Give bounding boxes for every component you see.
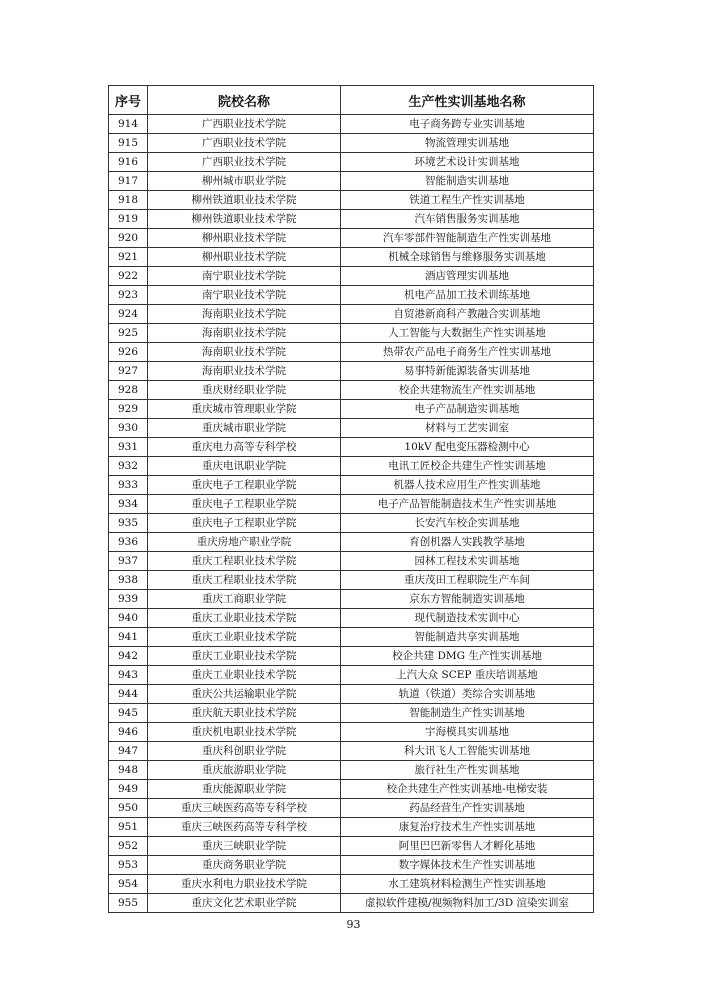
cell-school-name: 广西职业技术学院 — [148, 134, 341, 153]
cell-school-name: 重庆电子工程职业学院 — [148, 476, 341, 495]
table-row — [109, 210, 594, 229]
cell-base-name: 京东方智能制造实训基地 — [341, 590, 594, 609]
cell-serial-number: 924 — [109, 305, 148, 324]
cell-base-name: 热带农产品电子商务生产性实训基地 — [341, 343, 594, 362]
cell-school-name: 柳州铁道职业技术学院 — [148, 210, 341, 229]
cell-base-name: 机械全球销售与维修服务实训基地 — [341, 248, 594, 267]
cell-serial-number: 925 — [109, 324, 148, 343]
table-row — [109, 438, 594, 457]
table-row — [109, 115, 594, 134]
table-row — [109, 286, 594, 305]
cell-base-name: 重庆茂田工程职院生产车间 — [341, 571, 594, 590]
cell-base-name: 智能制造生产性实训基地 — [341, 704, 594, 723]
header-school-name: 院校名称 — [148, 86, 341, 115]
header-row — [109, 86, 594, 115]
cell-school-name: 柳州城市职业学院 — [148, 172, 341, 191]
cell-base-name: 铁道工程生产性实训基地 — [341, 191, 594, 210]
cell-school-name: 重庆水利电力职业技术学院 — [148, 875, 341, 894]
cell-base-name: 旅行社生产性实训基地 — [341, 761, 594, 780]
cell-school-name: 重庆电子工程职业学院 — [148, 495, 341, 514]
cell-base-name: 康复治疗技术生产性实训基地 — [341, 818, 594, 837]
cell-school-name: 柳州铁道职业技术学院 — [148, 191, 341, 210]
cell-serial-number: 954 — [109, 875, 148, 894]
cell-school-name: 广西职业技术学院 — [148, 115, 341, 134]
cell-base-name: 人工智能与大数据生产性实训基地 — [341, 324, 594, 343]
cell-school-name: 重庆工商职业学院 — [148, 590, 341, 609]
cell-base-name: 科大讯飞人工智能实训基地 — [341, 742, 594, 761]
cell-school-name: 重庆电讯职业学院 — [148, 457, 341, 476]
cell-serial-number: 937 — [109, 552, 148, 571]
table-row — [109, 856, 594, 875]
cell-serial-number: 938 — [109, 571, 148, 590]
cell-serial-number: 933 — [109, 476, 148, 495]
cell-school-name: 广西职业技术学院 — [148, 153, 341, 172]
table-row — [109, 742, 594, 761]
cell-base-name: 药品经营生产性实训基地 — [341, 799, 594, 818]
cell-base-name: 水工建筑材料检测生产性实训基地 — [341, 875, 594, 894]
cell-school-name: 重庆工业职业技术学院 — [148, 609, 341, 628]
header-base-name: 生产性实训基地名称 — [341, 86, 594, 115]
cell-serial-number: 916 — [109, 153, 148, 172]
cell-base-name: 校企共建生产性实训基地-电梯安装 — [341, 780, 594, 799]
cell-school-name: 重庆城市管理职业学院 — [148, 400, 341, 419]
table-row — [109, 571, 594, 590]
table-body — [109, 115, 594, 913]
cell-school-name: 重庆工程职业技术学院 — [148, 571, 341, 590]
cell-school-name: 海南职业技术学院 — [148, 324, 341, 343]
table-row — [109, 248, 594, 267]
cell-school-name: 重庆城市职业学院 — [148, 419, 341, 438]
cell-serial-number: 949 — [109, 780, 148, 799]
cell-base-name: 园林工程技术实训基地 — [341, 552, 594, 571]
cell-base-name: 育创机器人实践教学基地 — [341, 533, 594, 552]
cell-base-name: 电子产品智能制造技术生产性实训基地 — [341, 495, 594, 514]
table-row — [109, 704, 594, 723]
cell-base-name: 上汽大众 SCEP 重庆培训基地 — [341, 666, 594, 685]
cell-base-name: 现代制造技术实训中心 — [341, 609, 594, 628]
cell-base-name: 宇海模具实训基地 — [341, 723, 594, 742]
cell-school-name: 柳州职业技术学院 — [148, 248, 341, 267]
cell-base-name: 阿里巴巴新零售人才孵化基地 — [341, 837, 594, 856]
table-row — [109, 685, 594, 704]
cell-school-name: 重庆工业职业技术学院 — [148, 666, 341, 685]
table-row — [109, 799, 594, 818]
cell-base-name: 易事特新能源装备实训基地 — [341, 362, 594, 381]
cell-serial-number: 950 — [109, 799, 148, 818]
cell-serial-number: 951 — [109, 818, 148, 837]
table-row — [109, 514, 594, 533]
cell-serial-number: 943 — [109, 666, 148, 685]
cell-school-name: 重庆科创职业学院 — [148, 742, 341, 761]
cell-base-name: 数字媒体技术生产性实训基地 — [341, 856, 594, 875]
cell-serial-number: 929 — [109, 400, 148, 419]
cell-serial-number: 930 — [109, 419, 148, 438]
cell-base-name: 智能制造共享实训基地 — [341, 628, 594, 647]
cell-serial-number: 942 — [109, 647, 148, 666]
cell-serial-number: 946 — [109, 723, 148, 742]
cell-serial-number: 953 — [109, 856, 148, 875]
table-row — [109, 457, 594, 476]
table-row — [109, 894, 594, 913]
cell-school-name: 重庆旅游职业学院 — [148, 761, 341, 780]
cell-school-name: 重庆航天职业技术学院 — [148, 704, 341, 723]
cell-base-name: 智能制造实训基地 — [341, 172, 594, 191]
cell-serial-number: 935 — [109, 514, 148, 533]
cell-school-name: 重庆商务职业学院 — [148, 856, 341, 875]
cell-serial-number: 915 — [109, 134, 148, 153]
cell-school-name: 柳州职业技术学院 — [148, 229, 341, 248]
cell-serial-number: 914 — [109, 115, 148, 134]
table-row — [109, 495, 594, 514]
table-row — [109, 324, 594, 343]
cell-serial-number: 920 — [109, 229, 148, 248]
cell-serial-number: 947 — [109, 742, 148, 761]
cell-serial-number: 940 — [109, 609, 148, 628]
cell-school-name: 重庆电子工程职业学院 — [148, 514, 341, 533]
cell-school-name: 重庆电力高等专科学校 — [148, 438, 341, 457]
cell-school-name: 重庆三峡职业学院 — [148, 837, 341, 856]
cell-base-name: 长安汽车校企实训基地 — [341, 514, 594, 533]
cell-base-name: 校企共建物流生产性实训基地 — [341, 381, 594, 400]
cell-serial-number: 923 — [109, 286, 148, 305]
cell-serial-number: 941 — [109, 628, 148, 647]
cell-school-name: 重庆机电职业技术学院 — [148, 723, 341, 742]
cell-base-name: 10kV 配电变压器检测中心 — [341, 438, 594, 457]
cell-school-name: 重庆房地产职业学院 — [148, 533, 341, 552]
table-row — [109, 400, 594, 419]
cell-school-name: 重庆财经职业学院 — [148, 381, 341, 400]
table-header — [109, 86, 594, 115]
header-serial-number: 序号 — [109, 86, 148, 115]
cell-serial-number: 918 — [109, 191, 148, 210]
table-row — [109, 362, 594, 381]
table-row — [109, 609, 594, 628]
table-row — [109, 780, 594, 799]
cell-base-name: 电子商务跨专业实训基地 — [341, 115, 594, 134]
cell-base-name: 汽车销售服务实训基地 — [341, 210, 594, 229]
cell-school-name: 重庆三峡医药高等专科学校 — [148, 818, 341, 837]
cell-school-name: 重庆文化艺术职业学院 — [148, 894, 341, 913]
cell-serial-number: 928 — [109, 381, 148, 400]
cell-base-name: 酒店管理实训基地 — [341, 267, 594, 286]
cell-base-name: 机器人技术应用生产性实训基地 — [341, 476, 594, 495]
table-row — [109, 552, 594, 571]
cell-serial-number: 945 — [109, 704, 148, 723]
cell-school-name: 重庆工业职业技术学院 — [148, 647, 341, 666]
cell-school-name: 南宁职业技术学院 — [148, 286, 341, 305]
table-row — [109, 647, 594, 666]
table-row — [109, 723, 594, 742]
cell-base-name: 电子产品制造实训基地 — [341, 400, 594, 419]
table-row — [109, 875, 594, 894]
base-list-table — [108, 85, 594, 913]
cell-school-name: 重庆工程职业技术学院 — [148, 552, 341, 571]
cell-base-name: 机电产品加工技术训练基地 — [341, 286, 594, 305]
cell-serial-number: 926 — [109, 343, 148, 362]
cell-school-name: 重庆公共运输职业学院 — [148, 685, 341, 704]
page-number: 93 — [346, 918, 361, 931]
cell-base-name: 轨道（铁道）类综合实训基地 — [341, 685, 594, 704]
cell-base-name: 校企共建 DMG 生产性实训基地 — [341, 647, 594, 666]
table-row — [109, 419, 594, 438]
table-row — [109, 229, 594, 248]
table-row — [109, 590, 594, 609]
cell-school-name: 南宁职业技术学院 — [148, 267, 341, 286]
cell-serial-number: 955 — [109, 894, 148, 913]
table-row — [109, 476, 594, 495]
table-row — [109, 153, 594, 172]
table-row — [109, 172, 594, 191]
table-row — [109, 381, 594, 400]
cell-serial-number: 944 — [109, 685, 148, 704]
cell-base-name: 虚拟软件建模/视频物料加工/3D 渲染实训室 — [341, 894, 594, 913]
cell-base-name: 物流管理实训基地 — [341, 134, 594, 153]
table-row — [109, 818, 594, 837]
cell-base-name: 材料与工艺实训室 — [341, 419, 594, 438]
table-row — [109, 191, 594, 210]
cell-school-name: 重庆工业职业技术学院 — [148, 628, 341, 647]
cell-serial-number: 948 — [109, 761, 148, 780]
cell-serial-number: 927 — [109, 362, 148, 381]
cell-serial-number: 934 — [109, 495, 148, 514]
cell-school-name: 重庆能源职业学院 — [148, 780, 341, 799]
cell-serial-number: 919 — [109, 210, 148, 229]
cell-serial-number: 936 — [109, 533, 148, 552]
cell-serial-number: 952 — [109, 837, 148, 856]
cell-school-name: 海南职业技术学院 — [148, 343, 341, 362]
cell-serial-number: 922 — [109, 267, 148, 286]
cell-base-name: 自贸港新商科产教融合实训基地 — [341, 305, 594, 324]
table-row — [109, 305, 594, 324]
table-row — [109, 343, 594, 362]
table-row — [109, 666, 594, 685]
table-row — [109, 267, 594, 286]
cell-school-name: 海南职业技术学院 — [148, 305, 341, 324]
cell-base-name: 电讯工匠校企共建生产性实训基地 — [341, 457, 594, 476]
cell-serial-number: 917 — [109, 172, 148, 191]
table-row — [109, 628, 594, 647]
cell-serial-number: 932 — [109, 457, 148, 476]
cell-base-name: 汽车零部件智能制造生产性实训基地 — [341, 229, 594, 248]
table-row — [109, 837, 594, 856]
cell-serial-number: 939 — [109, 590, 148, 609]
table-row — [109, 761, 594, 780]
cell-serial-number: 931 — [109, 438, 148, 457]
cell-base-name: 环境艺术设计实训基地 — [341, 153, 594, 172]
table-row — [109, 533, 594, 552]
cell-school-name: 海南职业技术学院 — [148, 362, 341, 381]
cell-serial-number: 921 — [109, 248, 148, 267]
table-row — [109, 134, 594, 153]
cell-school-name: 重庆三峡医药高等专科学校 — [148, 799, 341, 818]
